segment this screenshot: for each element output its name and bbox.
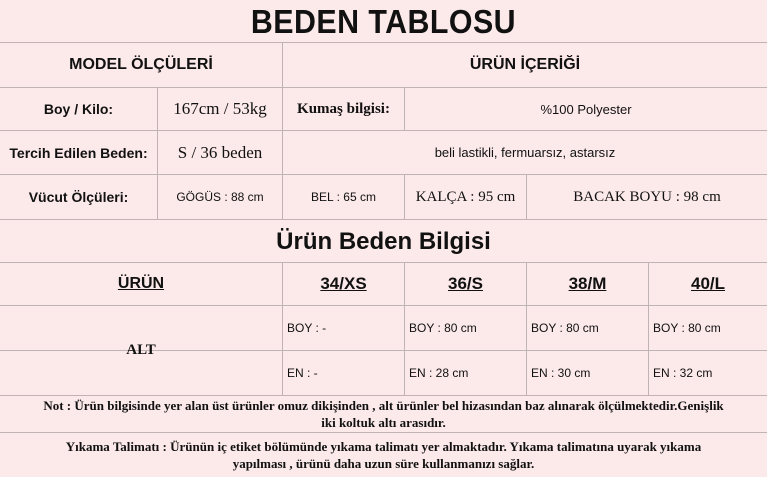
en-s: EN : 28 cm	[404, 351, 526, 395]
leg-length-value: BACAK BOYU : 98 cm	[526, 175, 767, 219]
chest-value: GÖGÜS : 88 cm	[157, 175, 282, 219]
size-header-s: 36/S	[404, 263, 526, 305]
size-header-row	[0, 263, 767, 305]
measurement-note: Not : Ürün bilgisinde yer alan üst ürünler omuz dikişinden , alt ürünler bel hizasından baz alınarak ölçülmektedir.Genişlik iki koltuk altı arasıdır.	[43, 398, 724, 430]
size-info-title: Ürün Beden Bilgisi	[276, 227, 491, 255]
hip-value: KALÇA : 95 cm	[404, 175, 526, 219]
fabric-value: %100 Polyester	[404, 88, 767, 130]
boy-m: BOY : 80 cm	[526, 306, 648, 350]
size-en-row	[0, 351, 767, 395]
header-row	[0, 43, 767, 87]
en-xs: EN : -	[282, 351, 404, 395]
washing-instructions: Yıkama Talimatı : Ürünün iç etiket bölümünde yıkama talimatı yer almaktadır. Yıkama talimatına uyarak yıkama yapılması , ürünü daha uzun süre kullanmanızı sağlar.	[65, 439, 702, 471]
boy-kilo-label: Boy / Kilo:	[43, 101, 114, 117]
en-m: EN : 30 cm	[526, 351, 648, 395]
waist-value: BEL : 65 cm	[282, 175, 404, 219]
model-measurements-header: MODEL ÖLÇÜLERİ	[69, 56, 213, 73]
size-header-l: 40/L	[648, 263, 767, 305]
body-measurements-row	[0, 175, 767, 219]
size-header-m: 38/M	[526, 263, 648, 305]
en-l: EN : 32 cm	[648, 351, 767, 395]
page-title: BEDEN TABLOSU	[250, 3, 517, 40]
boy-s: BOY : 80 cm	[404, 306, 526, 350]
body-measurements-label: Vücut Ölçüleri:	[28, 189, 129, 205]
boy-kilo-row	[0, 88, 767, 130]
preferred-size-label: Tercih Edilen Beden:	[9, 144, 148, 161]
fabric-label: Kumaş bilgisi:	[282, 88, 404, 130]
size-boy-row	[0, 306, 767, 350]
product-features: beli lastikli, fermuarsız, astarsız	[282, 131, 767, 174]
divider	[0, 219, 767, 220]
product-column-header: ÜRÜN	[117, 275, 165, 292]
preferred-size-value: S / 36 beden	[157, 131, 282, 174]
product-content-header: ÜRÜN İÇERİĞİ	[282, 43, 767, 87]
product-name: ALT	[126, 342, 156, 358]
preferred-size-row	[0, 131, 767, 174]
boy-xs: BOY : -	[282, 306, 404, 350]
boy-kilo-value: 167cm / 53kg	[157, 88, 282, 130]
size-header-xs: 34/XS	[282, 263, 404, 305]
boy-l: BOY : 80 cm	[648, 306, 767, 350]
